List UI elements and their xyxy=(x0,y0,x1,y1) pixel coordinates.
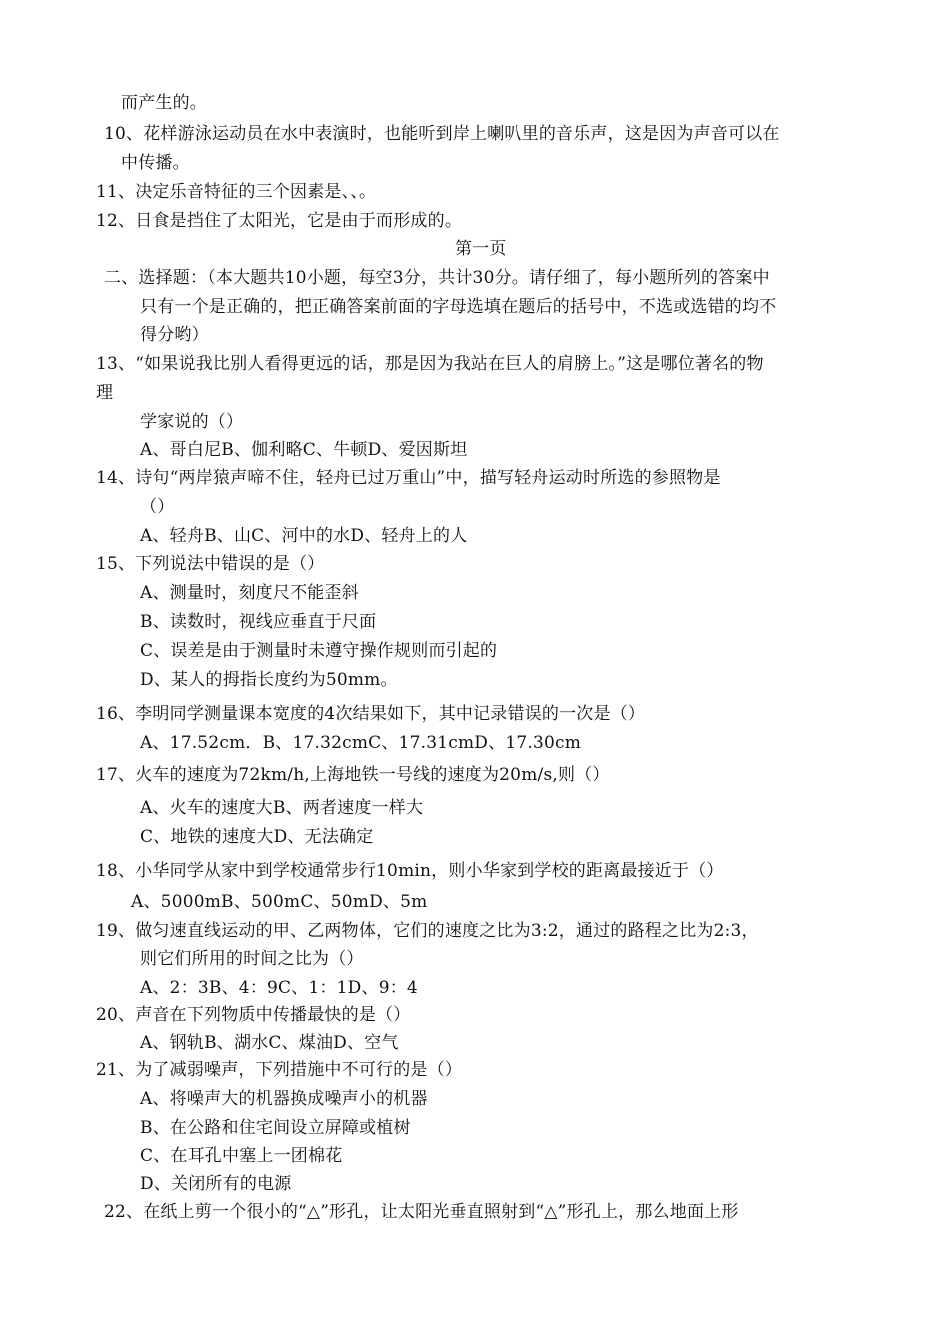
text-line: A、17.52cm．B、17.32cmC、17.31cmD、17.30cm xyxy=(140,733,582,753)
text-line: B、在公路和住宅间设立屏障或植树 xyxy=(140,1118,411,1138)
text-line: A、哥白尼B、伽利略C、牛顿D、爱因斯坦 xyxy=(140,440,468,460)
text-line: 22、在纸上剪一个很小的“△”形孔，让太阳光垂直照射到“△”形孔上，那么地面上形 xyxy=(104,1202,739,1222)
text-line: 21、为了减弱噪声，下列措施中不可行的是（） xyxy=(96,1060,463,1080)
text-line: C、地铁的速度大D、无法确定 xyxy=(140,827,374,847)
text-line: 中传播。 xyxy=(121,153,190,173)
text-line: 只有一个是正确的，把正确答案前面的字母选填在题后的括号中，不选或选错的均不 xyxy=(140,297,777,317)
text-line: 14、诗句“两岸猿声啼不住，轻舟已过万重山”中，描写轻舟运动时所选的参照物是 xyxy=(96,468,721,488)
text-line: 15、下列说法中错误的是（） xyxy=(96,554,325,574)
text-line: 则它们所用的时间之比为（） xyxy=(140,949,364,969)
text-line: 18、小华同学从家中到学校通常步行10min，则小华家到学校的距离最接近于（） xyxy=(96,861,724,881)
text-line: 二、选择题：（本大题共10小题，每空3分，共计30分。请仔细了，每小题所列的答案中 xyxy=(104,268,770,288)
text-line: （） xyxy=(140,497,175,517)
text-line: A、轻舟B、山C、河中的水D、轻舟上的人 xyxy=(140,526,468,546)
text-line: A、2：3B、4：9C、1：1D、9：4 xyxy=(140,978,418,998)
text-line: 12、日食是挡住了太阳光，它是由于而形成的。 xyxy=(96,211,463,231)
text-line: 20、声音在下列物质中传播最快的是（） xyxy=(96,1005,411,1025)
text-line: B、读数时，视线应垂直于尺面 xyxy=(140,612,377,632)
text-line: 理 xyxy=(96,383,114,403)
text-line: A、钢轨B、湖水C、煤油D、空气 xyxy=(140,1033,399,1053)
text-line: D、某人的拇指长度约为50mm。 xyxy=(140,670,398,690)
text-line: 第一页 xyxy=(455,239,507,259)
text-line: C、在耳孔中塞上一团棉花 xyxy=(140,1146,343,1166)
text-line: A、将噪声大的机器换成噪声小的机器 xyxy=(140,1089,428,1109)
text-line: D、关闭所有的电源 xyxy=(140,1174,292,1194)
text-line: 得分哟） xyxy=(140,325,209,345)
text-line: 13、“如果说我比别人看得更远的话，那是因为我站在巨人的肩膀上。”这是哪位著名的物 xyxy=(96,354,764,374)
text-line: A、测量时，刻度尺不能歪斜 xyxy=(140,583,359,603)
text-line: 19、做匀速直线运动的甲、乙两物体，它们的速度之比为3:2，通过的路程之比为2:3， xyxy=(96,921,759,941)
text-line: 而产生的。 xyxy=(121,93,207,113)
text-line: 11、决定乐音特征的三个因素是、、。 xyxy=(96,182,377,202)
text-line: A、5000mB、500mC、50mD、5m xyxy=(131,892,428,912)
text-line: 17、火车的速度为72km/h,上海地铁一号线的速度为20m/s,则（） xyxy=(96,765,610,785)
text-line: 16、李明同学测量课本宽度的4次结果如下，其中记录错误的一次是（） xyxy=(96,704,646,724)
text-line: 10、花样游泳运动员在水中表演时，也能听到岸上喇叭里的音乐声，这是因为声音可以在 xyxy=(104,124,780,144)
text-line: C、误差是由于测量时未遵守操作规则而引起的 xyxy=(140,641,498,661)
text-line: A、火车的速度大B、两者速度一样大 xyxy=(140,798,424,818)
text-line: 学家说的（） xyxy=(140,412,244,432)
